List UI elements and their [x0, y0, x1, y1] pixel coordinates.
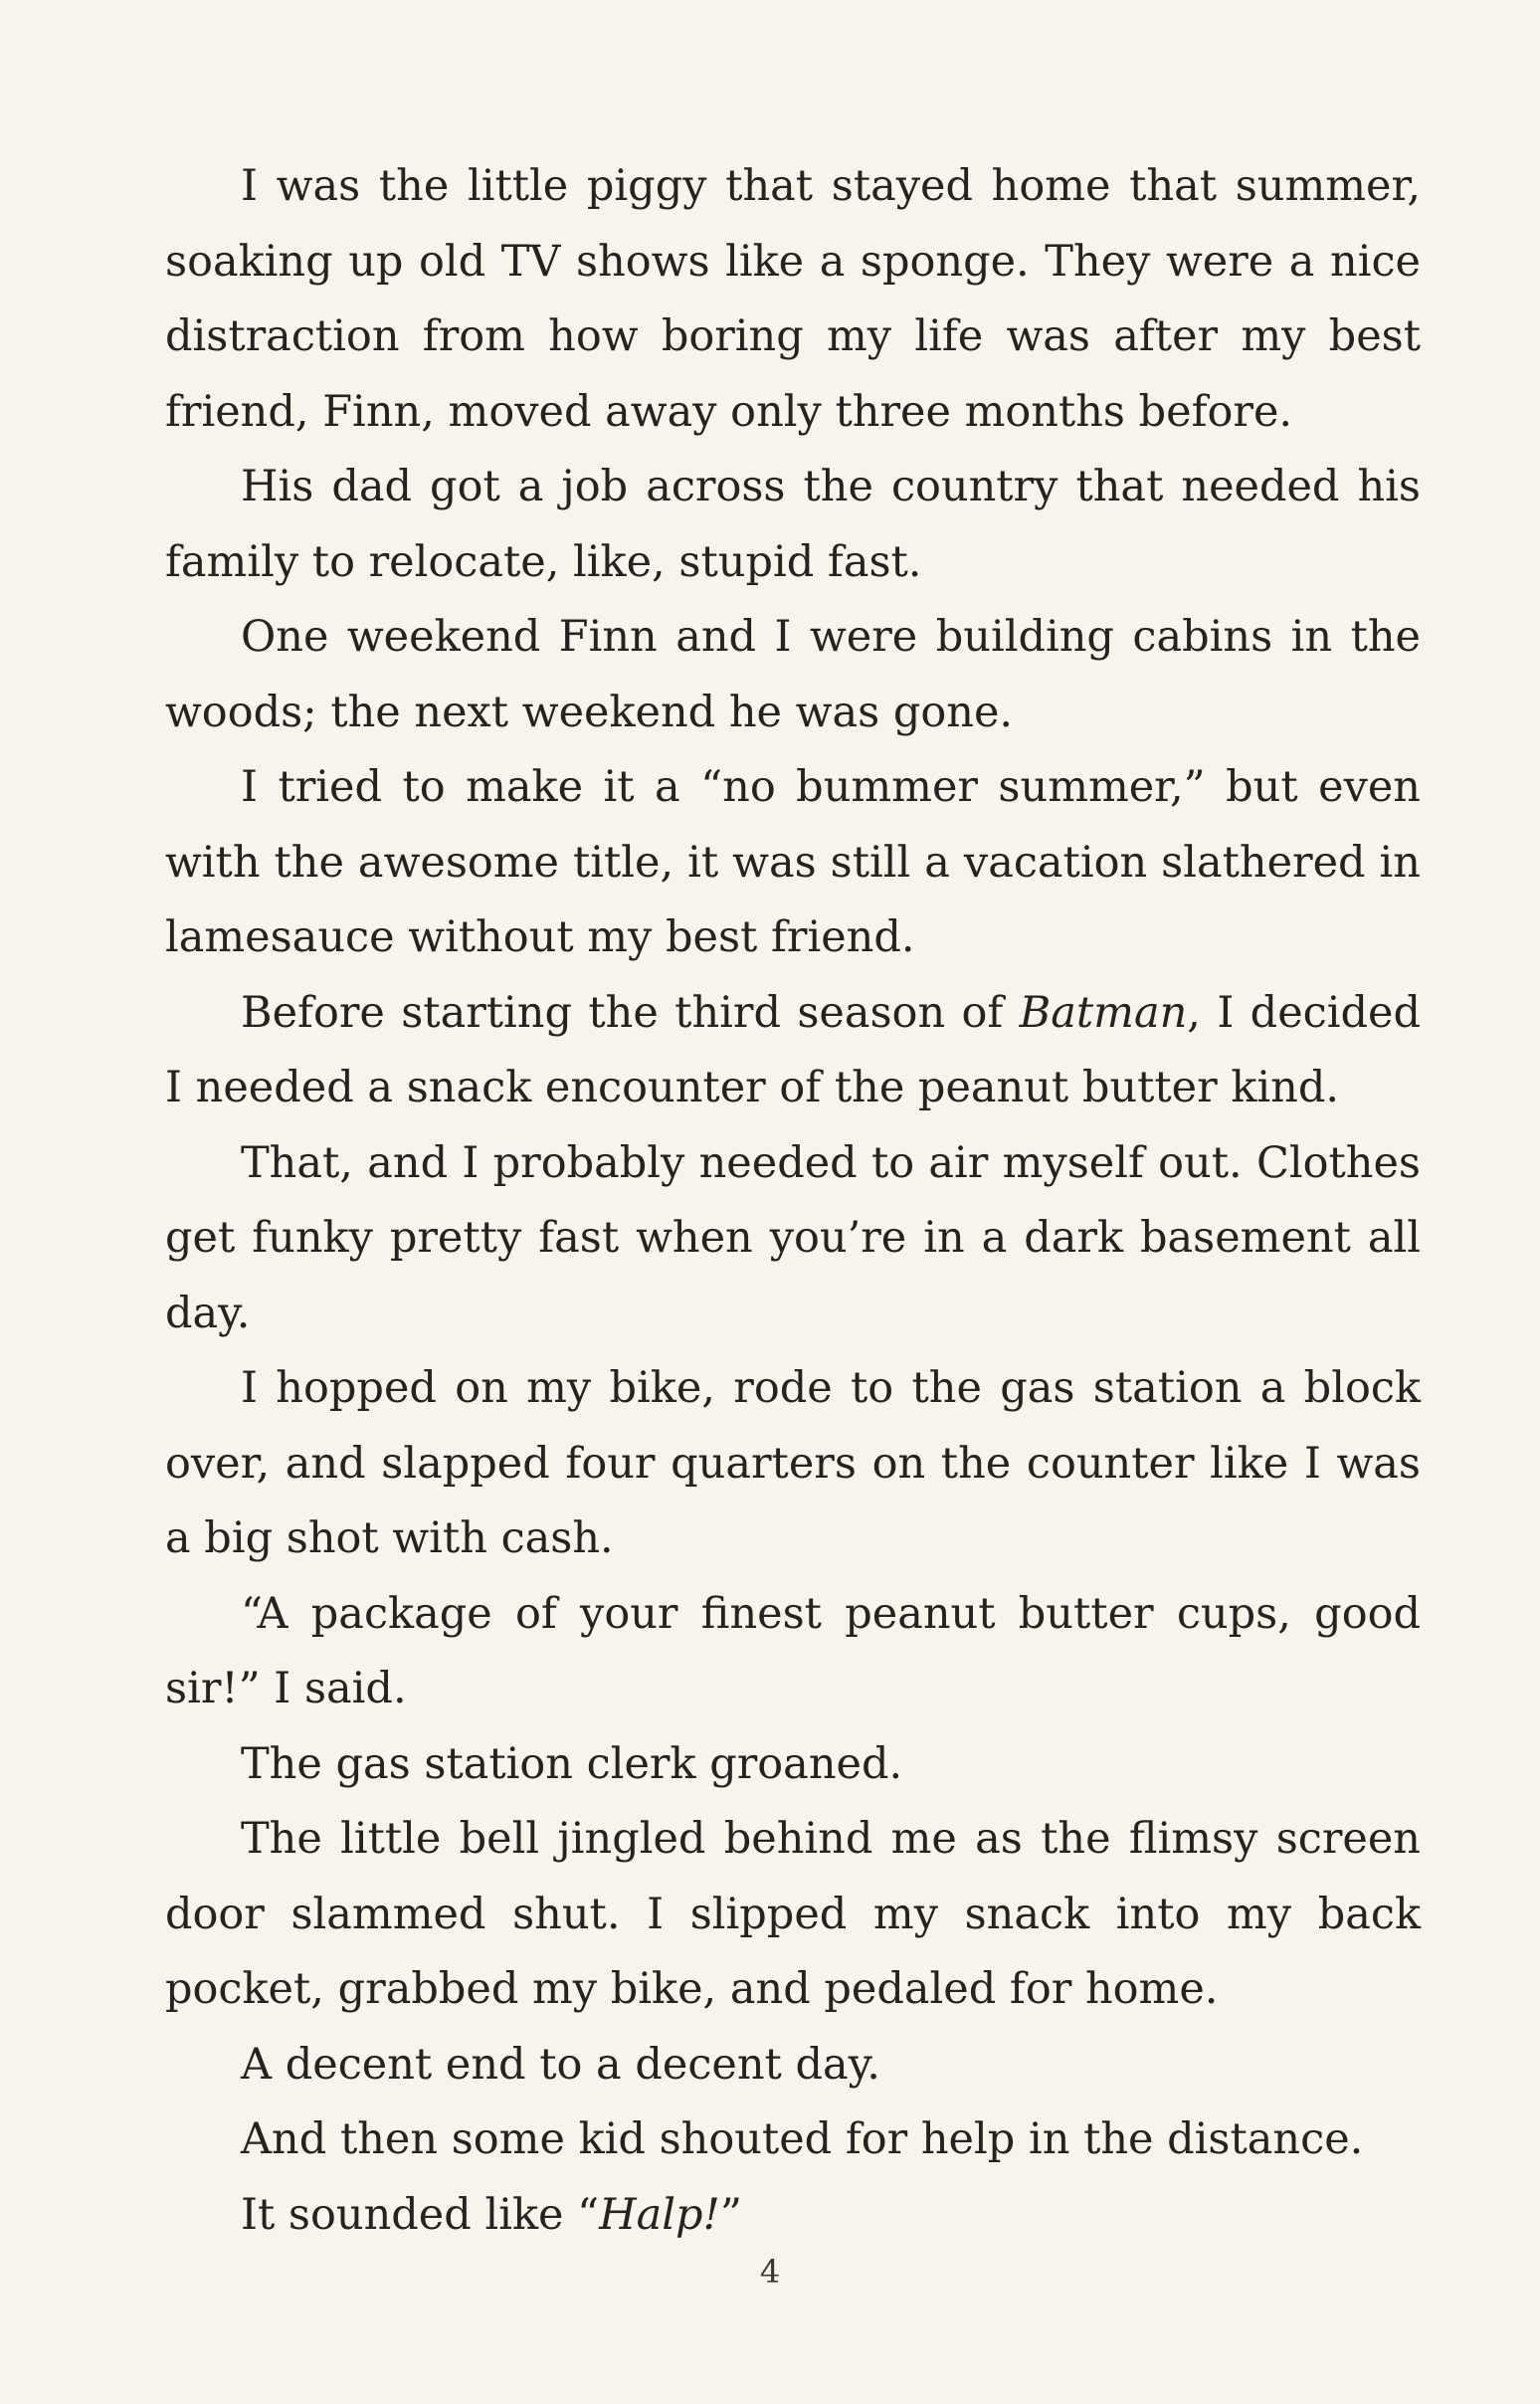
emphasized-word: Halp!: [599, 2189, 720, 2240]
paragraph: A decent end to a decent day.: [241, 2039, 880, 2090]
paragraph: I hopped on my bike, rode to the gas station a block over, and slapped four quarters on the counter like I was a big shot with cash.: [165, 1363, 1421, 1563]
body-text: [165, 149, 1421, 2253]
paragraph: The gas station clerk groaned.: [241, 1738, 903, 1789]
paragraph: His dad got a job across the country that needed his family to relocate, like, stupid fast.: [165, 462, 1421, 587]
paragraph: That, and I probably needed to air myself out. Clothes get funky pretty fast when you’re in a dark basement all day.: [165, 1137, 1421, 1338]
paragraph: “A package of your finest peanut butter cups, good sir!” I said.: [165, 1588, 1421, 1713]
paragraph: [165, 976, 1421, 1126]
paragraph-text: It sounded like “: [241, 2189, 600, 2240]
paragraph-text: , I decided I needed a snack encounter of the peanut butter kind.: [165, 987, 1421, 1112]
paragraph: The little bell jingled behind me as the flimsy screen door slammed shut. I slipped my snack into my back pocket, grabbed my bike, and pedaled for home.: [165, 1814, 1421, 2014]
page-number: 4: [759, 2253, 781, 2291]
paragraph: I was the little piggy that stayed home that summer, soaking up old TV shows like a sponge. They were a nice distraction from how boring my life was after my best friend, Finn, moved away only three months before.: [165, 161, 1421, 437]
paragraph: [165, 2178, 1421, 2254]
paragraph: I tried to make it a “no bummer summer,” but even with the awesome title, it was still a vacation slathered in lamesauce without my best friend.: [165, 762, 1421, 962]
paragraph: And then some kid shouted for help in the distance.: [241, 2114, 1364, 2164]
paragraph: One weekend Finn and I were building cabins in the woods; the next weekend he was gone.: [165, 612, 1421, 737]
paragraph-text: Before starting the third season of: [241, 987, 1020, 1038]
paragraph-text: ”: [719, 2189, 742, 2240]
show-title: Batman: [1019, 987, 1188, 1038]
